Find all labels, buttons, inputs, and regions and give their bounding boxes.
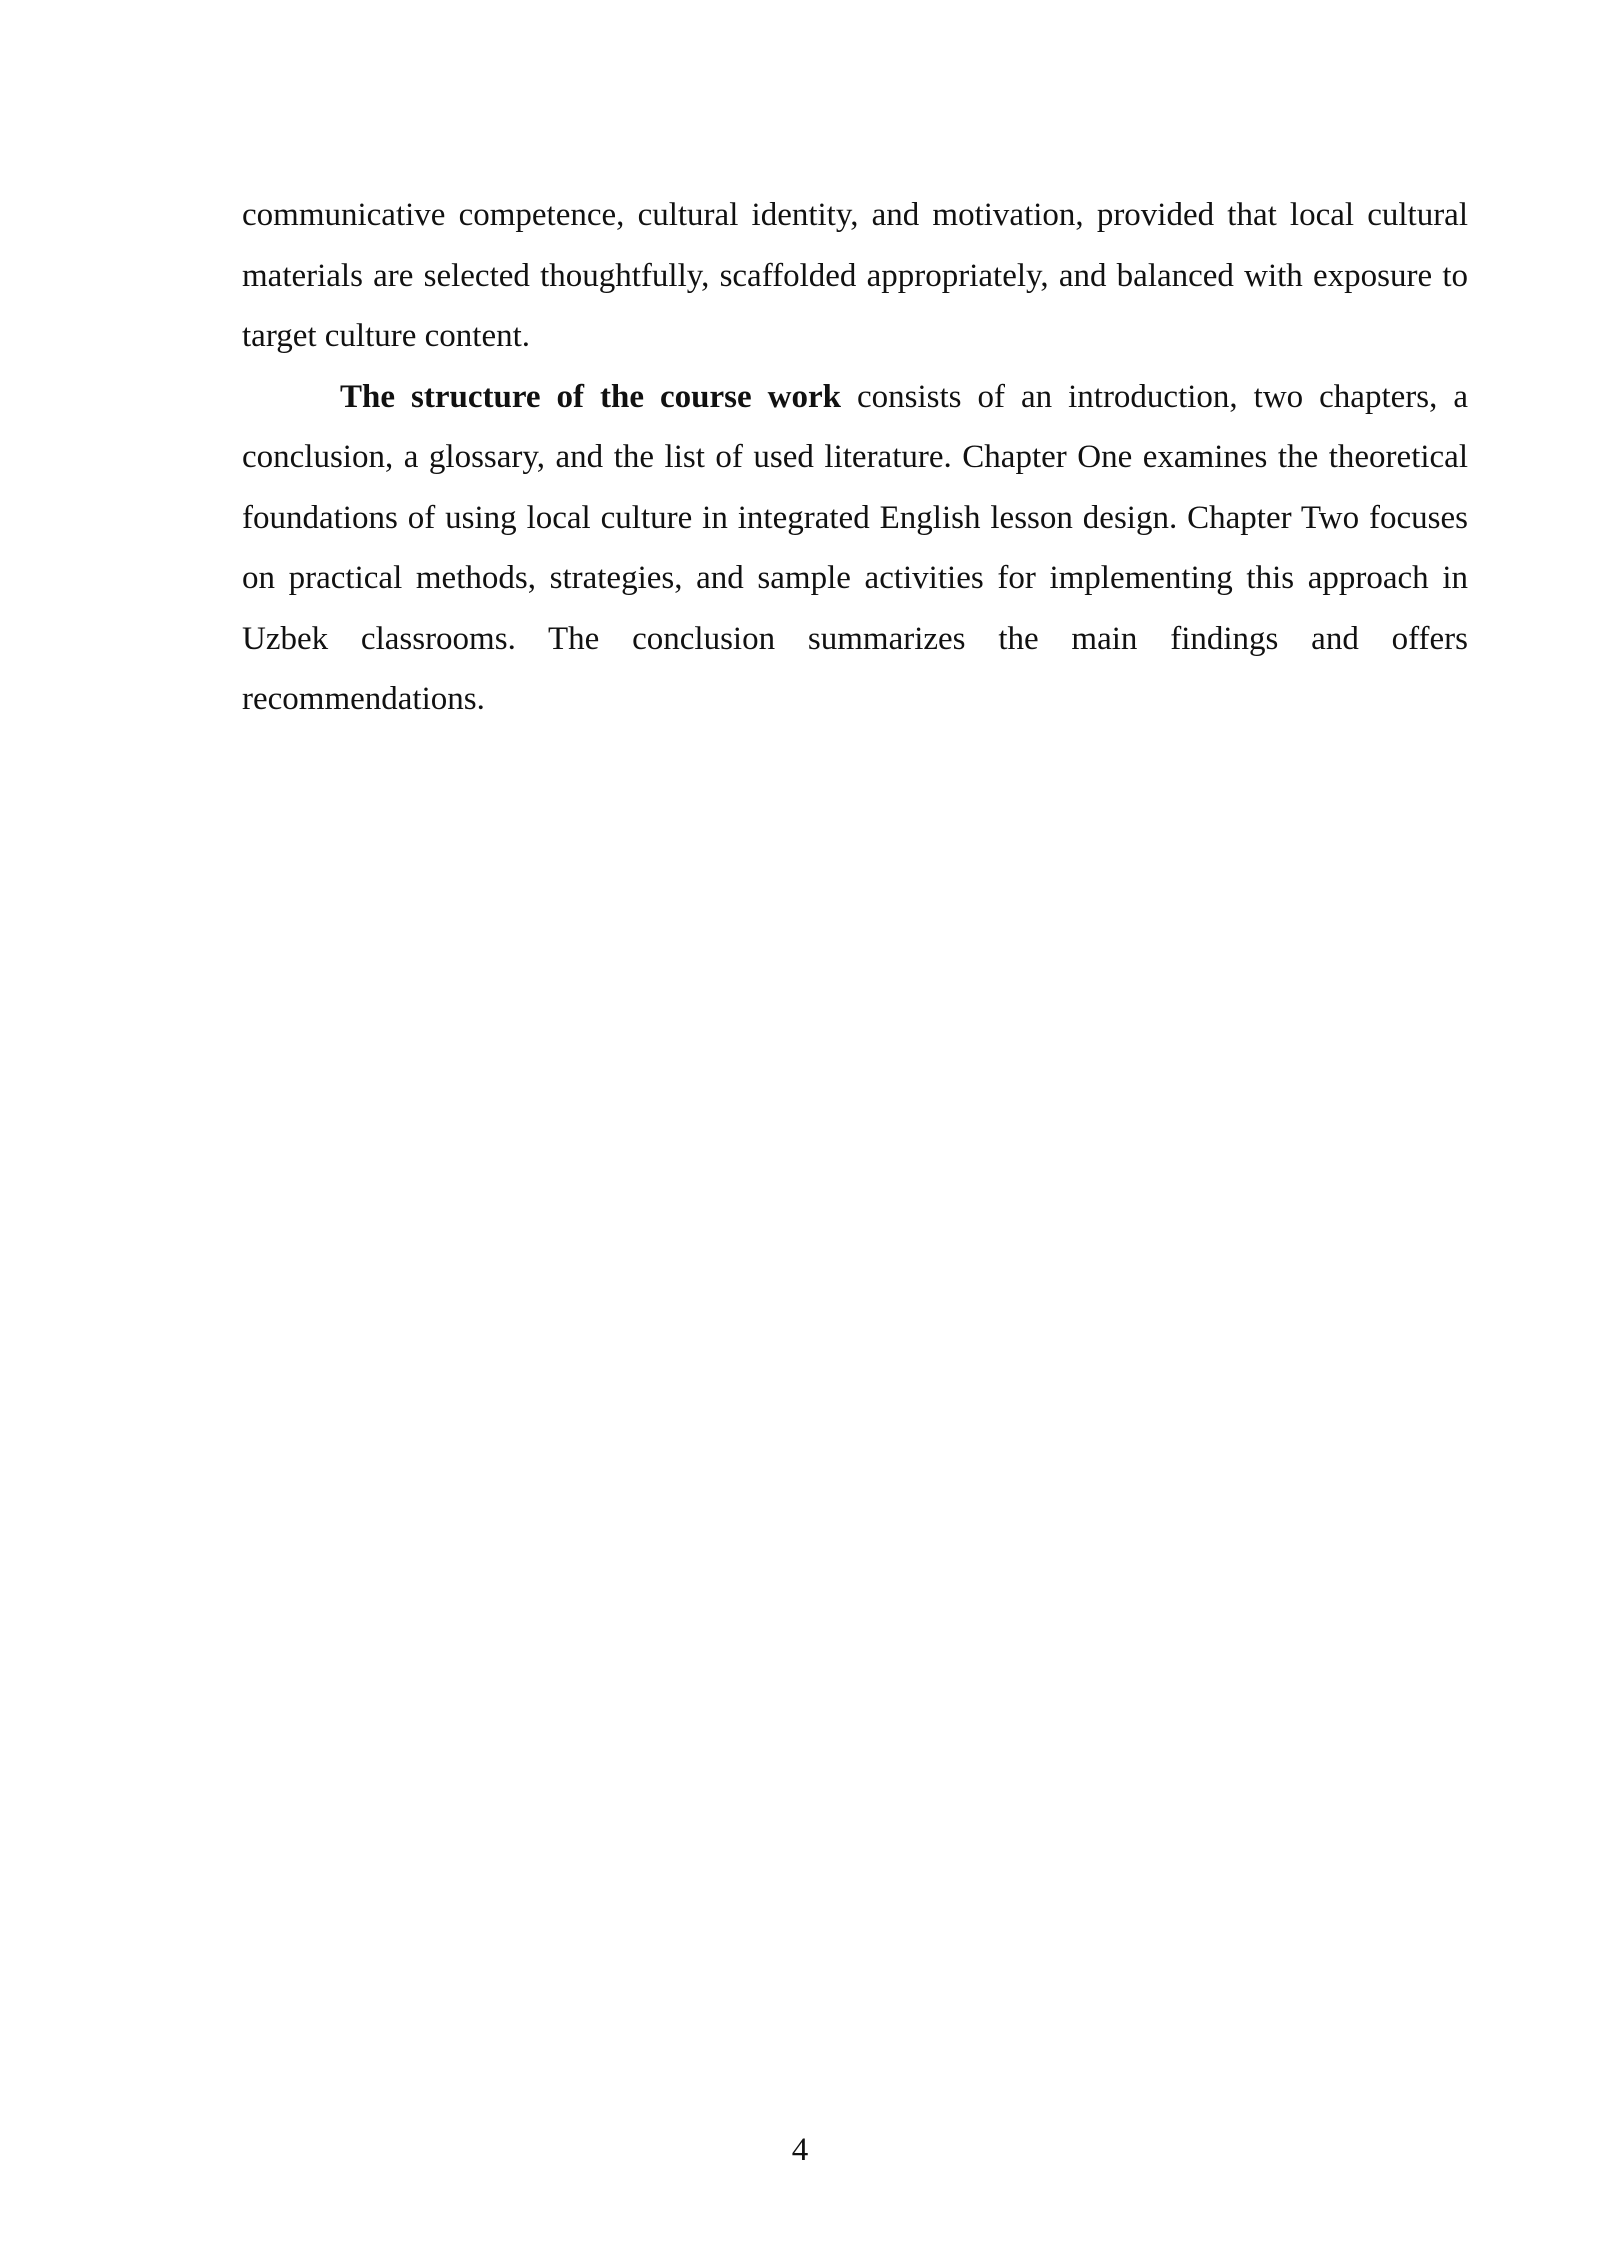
page-number: 4	[791, 2132, 809, 2168]
paragraph-structure	[242, 367, 1468, 730]
paragraph-bold-lead: The structure of the course work	[340, 378, 841, 415]
paragraph-continuation: communicative competence, cultural identity, and motivation, provided that local cultural materials are selected thoughtfully, scaffolded appropriately, and balanced with exposure to target culture content.	[242, 197, 1468, 354]
paragraph-structure-text: consists of an introduction, two chapters, a conclusion, a glossary, and the list of used literature. Chapter One examines the theoretical foundations of using local culture in integrated English lesson design. Chapter Two focuses on practical methods, strategies, and sample activities for implementing this approach in Uzbek classrooms. The conclusion summarizes the main findings and offers recommendations.	[242, 378, 1468, 717]
body-text	[242, 185, 1468, 730]
